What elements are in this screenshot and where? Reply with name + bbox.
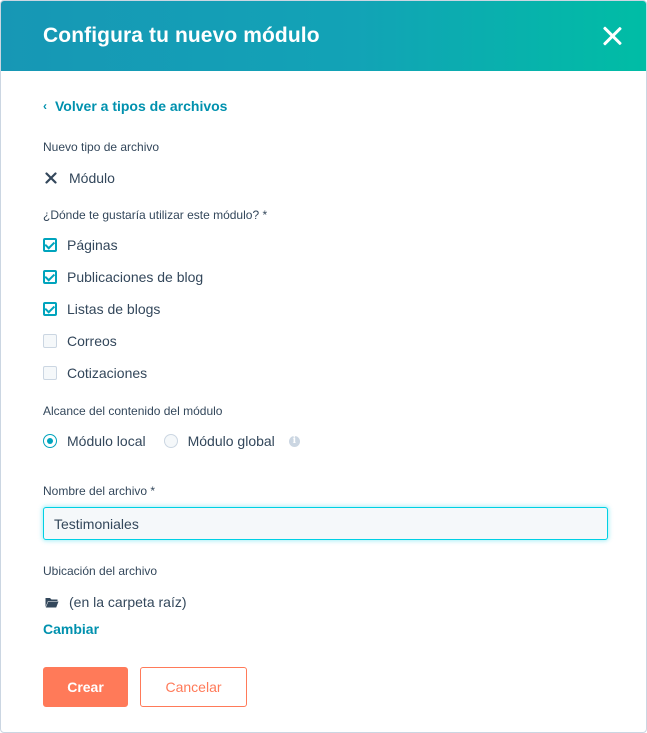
module-icon <box>45 172 57 184</box>
change-location-link[interactable]: Cambiar <box>43 621 100 637</box>
back-to-file-types-link[interactable] <box>43 98 227 114</box>
scope-option-label: Módulo local <box>67 433 146 449</box>
file-location-value <box>43 594 187 610</box>
create-button[interactable]: Crear <box>43 667 128 707</box>
scope-option-local[interactable] <box>43 433 146 449</box>
scope-options <box>43 433 300 449</box>
file-name-input[interactable] <box>43 507 608 540</box>
dialog-body <box>1 71 646 732</box>
usage-option-label: Cotizaciones <box>67 365 148 381</box>
radio-button[interactable] <box>43 434 57 448</box>
usage-option-blog-posts[interactable] <box>43 269 203 285</box>
info-icon[interactable]: i <box>289 436 300 447</box>
usage-option-label: Publicaciones de blog <box>67 269 204 285</box>
usage-option-label: Páginas <box>67 237 118 253</box>
usage-option-blog-listings[interactable] <box>43 301 160 317</box>
usage-option-emails[interactable] <box>43 333 117 349</box>
checkbox[interactable] <box>43 302 57 316</box>
usage-option-quotes[interactable] <box>43 365 147 381</box>
scope-label: Alcance del contenido del módulo <box>43 404 223 418</box>
checkbox[interactable] <box>43 334 57 348</box>
close-icon[interactable] <box>600 24 624 48</box>
checkbox[interactable] <box>43 238 57 252</box>
file-type-label: Nuevo tipo de archivo <box>43 140 160 154</box>
file-name-label: Nombre del archivo * <box>43 484 156 498</box>
usage-option-paginas[interactable] <box>43 237 118 253</box>
usage-label: ¿Dónde te gustaría utilizar este módulo? * <box>43 208 268 222</box>
dialog-header <box>1 1 646 71</box>
radio-button[interactable] <box>164 434 178 448</box>
checkbox[interactable] <box>43 366 57 380</box>
file-type-value <box>43 170 115 186</box>
file-type-text: Módulo <box>69 170 115 186</box>
file-location-label: Ubicación del archivo <box>43 564 158 578</box>
cancel-button[interactable]: Cancelar <box>140 667 247 707</box>
usage-option-label: Listas de blogs <box>67 301 161 317</box>
chevron-left-icon: ‹ <box>43 99 47 113</box>
scope-option-global[interactable] <box>164 433 275 449</box>
scope-option-label: Módulo global <box>187 433 275 449</box>
folder-icon <box>45 597 59 608</box>
back-link-label: Volver a tipos de archivos <box>55 98 228 114</box>
file-location-text: (en la carpeta raíz) <box>69 594 187 610</box>
usage-option-label: Correos <box>67 333 117 349</box>
checkbox[interactable] <box>43 270 57 284</box>
dialog-title: Configura tu nuevo módulo <box>43 24 320 47</box>
